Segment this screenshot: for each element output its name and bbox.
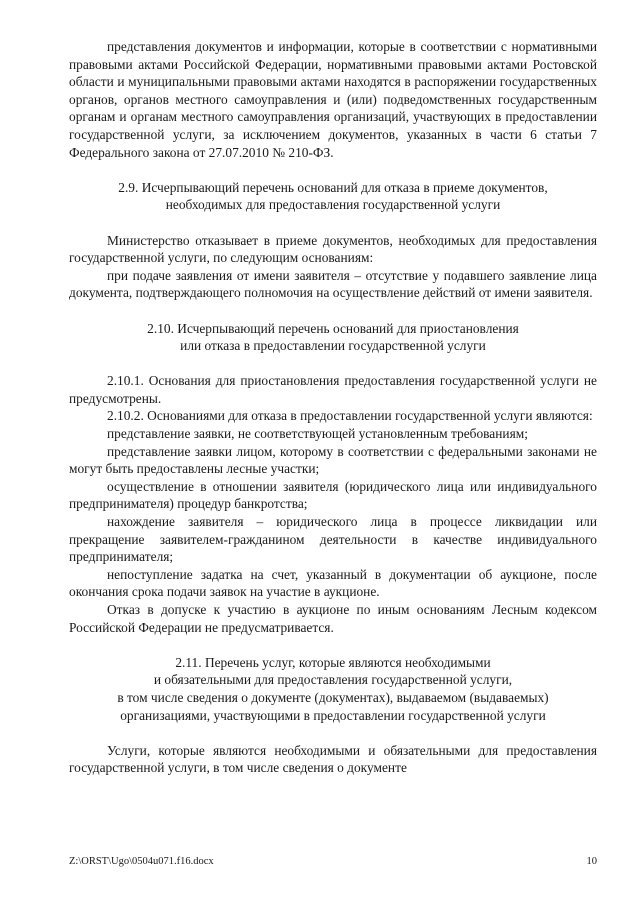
paragraph: нахождение заявителя – юридического лица в процессе ликвидации или прекращение заявителем-гражданином деятельности в качестве индивидуального предпринимателя;	[69, 514, 597, 565]
heading-line: 2.10. Исчерпывающий перечень оснований для приостановления	[147, 320, 519, 336]
spacer	[69, 214, 597, 232]
paragraph: Отказ в допуске к участию в аукционе по иным основаниям Лесным кодексом Российской Федерации не предусматривается.	[69, 602, 597, 635]
page-number: 10	[586, 856, 597, 867]
heading-line: и обязательными для предоставления государственной услуги,	[153, 672, 513, 688]
paragraph: непоступление задатка на счет, указанный в документации об аукционе, после окончания срока подачи заявок на участие в аукционе.	[69, 566, 597, 600]
document-page	[69, 38, 597, 777]
heading-line: или отказа в предоставлении государственной услуги	[180, 338, 486, 354]
paragraph: 2.10.1. Основания для приостановления предоставления государственной услуги не предусмотрены.	[69, 373, 597, 406]
section-2-10-heading	[69, 320, 597, 355]
spacer	[69, 355, 597, 373]
heading-line: организациями, участвующими в предоставлении государственной услуги	[120, 707, 546, 723]
section-2-11-heading	[69, 654, 597, 724]
paragraph: осуществление в отношении заявителя (юридического лица или индивидуального предпринимателя) процедур банкротства;	[69, 478, 597, 512]
file-path: Z:\ORST\Ugo\0504u071.f16.docx	[69, 856, 214, 867]
spacer	[69, 724, 597, 742]
paragraph: представление заявки лицом, которому в соответствии с федеральными законами не могут быть предоставлены лесные участки;	[69, 443, 597, 477]
paragraph: 2.10.2. Основаниями для отказа в предоставлении государственной услуги являются:	[107, 408, 593, 424]
spacer	[69, 636, 597, 654]
heading-line: 2.9. Исчерпывающий перечень оснований для отказа в приеме документов,	[118, 179, 548, 195]
section-2-9-heading	[69, 179, 597, 214]
paragraph: представление заявки, не соответствующей установленным требованиям;	[107, 426, 528, 442]
heading-line: 2.11. Перечень услуг, которые являются необходимыми	[175, 654, 491, 670]
paragraph: Министерство отказывает в приеме документов, необходимых для предоставления государственной услуги, по следующим основаниям:	[69, 232, 597, 266]
intro-paragraph: представления документов и информации, которые в соответствии с нормативными правовыми актами Российской Федерации, нормативными правовыми актами Ростовской области и муниципальными правовыми актами находятся в распоряжении государственных органов, органов местного самоуправления и (или) подведомственных государственным органам и органам местного самоуправления организаций, участвующих в предоставлении государственной услуги, за исключением документов, указанных в части 6 статьи 7 Федерального закона от 27.07.2010 № 210-ФЗ.	[69, 39, 597, 160]
paragraph: Услуги, которые являются необходимыми и обязательными для предоставления государственной услуги, в том числе сведения о документе	[69, 742, 597, 776]
heading-line: необходимых для предоставления государственной услуги	[165, 197, 501, 213]
heading-line: в том числе сведения о документе (документах), выдаваемом (выдаваемых)	[117, 689, 549, 705]
spacer	[69, 161, 597, 179]
paragraph: при подаче заявления от имени заявителя – отсутствие у подавшего заявление лица документа, подтверждающего полномочия на осуществление действий от имени заявителя.	[69, 267, 597, 301]
spacer	[69, 302, 597, 320]
